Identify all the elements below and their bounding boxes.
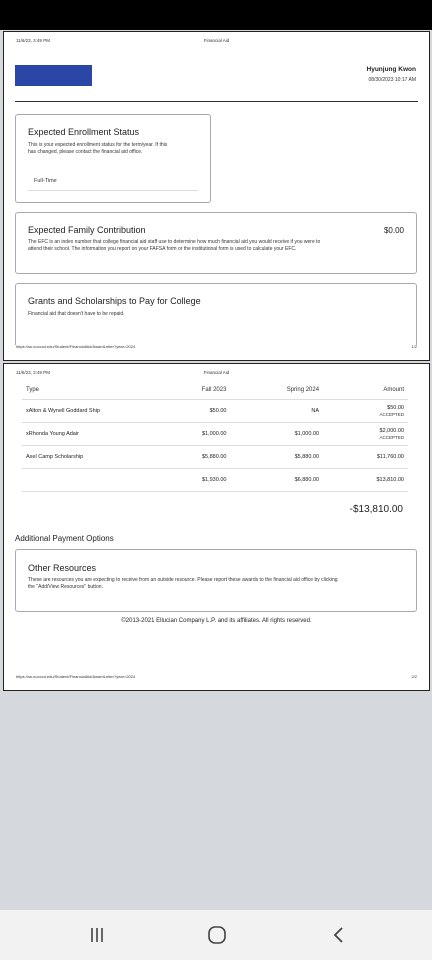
document-page-1 [3,31,430,361]
award-status: ACCEPTED [379,434,404,440]
award-type: xRhonda Young Adair [22,422,153,445]
header-divider [15,101,418,102]
enrollment-value: Full-Time [34,178,57,184]
column-header-amount: Amount [323,381,408,399]
award-status: ACCEPTED [379,411,404,417]
efc-card [15,212,417,274]
page-footer [16,344,417,352]
back-button[interactable] [326,922,352,948]
header-timestamp: 11/6/23, 3:49 PM [16,370,50,375]
home-button[interactable] [204,922,230,948]
page-header [16,38,417,48]
column-header-spring: Spring 2024 [230,381,323,399]
copyright-text: ©2013-2021 Ellucian Company L.P. and its affiliates. All rights reserved. [121,618,312,624]
home-icon [207,925,227,945]
award-spring: $5,880.00 [230,445,323,468]
user-info [367,66,416,83]
navigation-bar [0,910,432,960]
award-spring: NA [230,399,323,422]
header-timestamp: 11/6/23, 3:49 PM [16,38,50,43]
enrollment-text: This is your expected enrollment status for the term/year. If this has changed, please contact the financial aid office. [28,142,168,155]
page-header [16,370,417,380]
award-amount: $50.00 [387,404,404,411]
table-row [22,445,408,468]
header-title: Financial Aid [203,370,230,375]
awards-table [22,381,408,492]
table-row [22,422,408,445]
back-icon [330,926,348,944]
subtotal-fall: $1,930.00 [153,468,230,491]
award-fall: $1,000.00 [153,422,230,445]
award-type: xAlton & Wynell Goddard Ship [22,399,153,422]
net-total: -$13,810.00 [349,504,403,515]
grants-card [15,283,417,345]
grants-title: Grants and Scholarships to Pay for College [28,296,201,306]
other-resources-card [15,549,417,612]
award-amount-cell [323,399,408,422]
award-amount: $2,000.00 [379,427,404,434]
header-title: Financial Aid [203,38,230,43]
recents-button[interactable] [84,922,110,948]
column-header-type: Type [22,381,153,399]
footer-page-number: 1/2 [411,344,417,349]
other-resources-title: Other Resources [28,563,97,573]
footer-page-number: 2/2 [411,674,417,679]
other-resources-text: These are resources you are expecting to receive from an outside resource. Please report these awards to the financial aid office by clicking the "Add/View Resources" button. [28,577,338,590]
footer-url[interactable]: https://ss.nocccd.edu/Student/FinancialAid/AwardLetter?year=2024 [16,344,136,349]
efc-amount: $0.00 [383,226,404,235]
additional-payment-heading: Additional Payment Options [15,534,114,543]
footer-url[interactable]: https://ss.nocccd.edu/Student/FinancialAid/AwardLetter?year=2024 [16,674,136,679]
recents-icon [88,926,106,944]
enrollment-status-card [15,114,211,203]
efc-text: The EFC is an index number that college financial aid staff use to determine how much financial aid you would receive if you were to attend their school. The information you report on your FAFSA form or the institutional form is used to calculate your EFC. [28,239,321,252]
subtotal-amount: $13,810.00 [323,468,408,491]
award-fall: $5,880.00 [153,445,230,468]
subtotal-spring: $6,880.00 [230,468,323,491]
column-header-fall: Fall 2023 [153,381,230,399]
subtotal-label [22,468,153,491]
grants-text: Financial aid that doesn't have to be repaid. [28,311,125,317]
award-type: Axel Camp Scholarship [22,445,153,468]
page-footer [16,674,417,682]
award-spring: $1,000.00 [230,422,323,445]
table-header-row [22,381,408,399]
status-bar [0,0,432,30]
award-fall: $50.00 [153,399,230,422]
enrollment-value-underline [28,190,198,191]
table-row [22,399,408,422]
user-name: Hyunjung Kwon [366,66,416,73]
institution-logo [15,65,92,86]
subtotal-row [22,468,408,491]
user-datetime: 08/30/2023 10:17 AM [368,77,416,83]
efc-title: Expected Family Contribution [28,225,146,235]
award-amount: $11,760.00 [323,445,408,468]
award-amount-cell [323,422,408,445]
enrollment-title: Expected Enrollment Status [28,127,140,137]
document-page-2 [3,363,430,691]
